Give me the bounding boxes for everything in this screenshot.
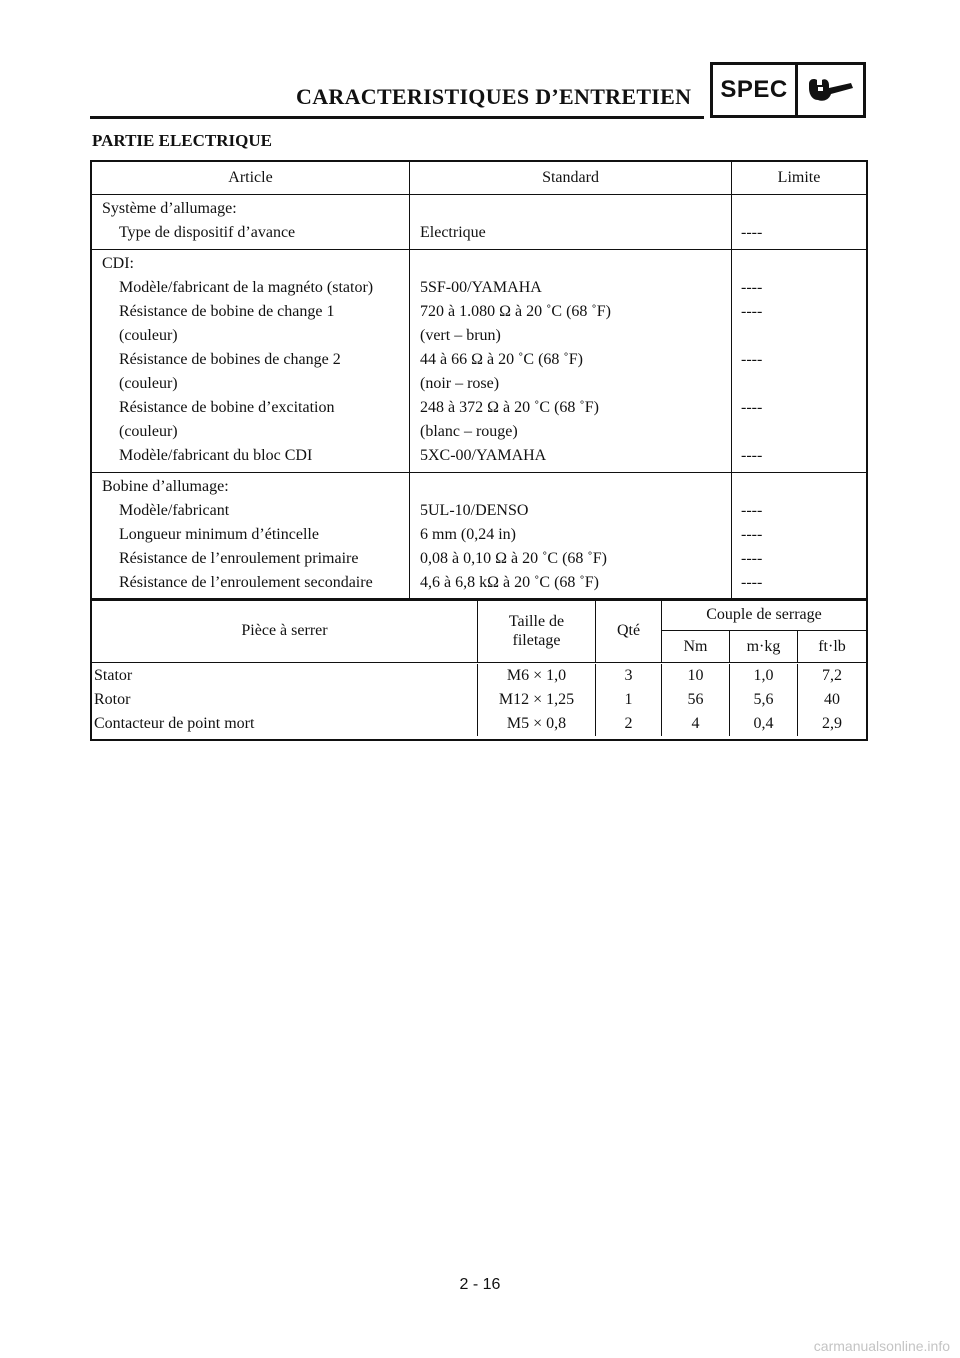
limit-line (732, 252, 866, 276)
limit-line (732, 475, 866, 499)
article-line: (couleur) (119, 327, 178, 344)
cell-qty: 2 (624, 715, 633, 732)
cell-ftlb: 2,9 (822, 715, 842, 732)
article-line: Modèle/fabricant du bloc CDI (119, 447, 313, 464)
cell-qty: 1 (624, 691, 633, 708)
table-header-row (92, 600, 866, 663)
limit-line: ---- (741, 303, 763, 320)
article-line: Résistance de l’enroulement secondaire (119, 574, 373, 591)
header-ftlb: ft·lb (818, 637, 846, 655)
limit-line: ---- (741, 224, 763, 241)
standard-line (410, 475, 731, 499)
column-ftlb (798, 664, 866, 736)
column-qty (596, 664, 662, 736)
spec-badge (710, 62, 866, 118)
cell-piece: Contacteur de point mort (94, 715, 255, 732)
column-size (478, 664, 596, 736)
standard-line: 720 à 1.080 Ω à 20 ˚C (68 ˚F) (420, 303, 611, 320)
limit-line (732, 197, 866, 221)
article-line: Modèle/fabricant (119, 502, 230, 519)
table-header-row (92, 162, 866, 195)
cell-mkg: 5,6 (753, 691, 774, 708)
watermark: carmanualsonline.info (813, 1338, 950, 1354)
limit-line: ---- (741, 351, 763, 368)
page-number: 2 - 16 (459, 1276, 501, 1293)
cell-size: M5 × 0,8 (506, 715, 567, 732)
wrench-icon (798, 65, 863, 115)
article-line: Modèle/fabricant de la magnéto (stator) (119, 279, 374, 296)
standard-line: 0,08 à 0,10 Ω à 20 ˚C (68 ˚F) (420, 550, 607, 567)
standard-line: 6 mm (0,24 in) (420, 526, 516, 543)
table-row-group (92, 473, 866, 599)
cell-ftlb: 7,2 (822, 667, 842, 684)
standard-line: Electrique (420, 224, 486, 241)
spec-label: SPEC (713, 65, 798, 115)
cell-size: M12 × 1,25 (498, 691, 575, 708)
limit-line: ---- (741, 399, 763, 416)
limit-cell (732, 473, 866, 599)
header-mkg: m·kg (730, 631, 798, 662)
header-article: Article (92, 162, 410, 194)
article-line: Résistance de l’enroulement primaire (119, 550, 359, 567)
standard-line: 44 à 66 Ω à 20 ˚C (68 ˚F) (420, 351, 583, 368)
article-line: Type de dispositif d’avance (119, 224, 296, 241)
article-line: Bobine d’allumage: (102, 478, 229, 495)
table-row-group (92, 195, 866, 250)
limit-cell (732, 250, 866, 472)
header-torque: Couple de serrage (662, 600, 866, 631)
standard-line (410, 197, 731, 221)
header-nm: Nm (662, 631, 730, 662)
cell-piece: Stator (94, 667, 133, 684)
standard-line: (blanc – rouge) (420, 423, 518, 440)
article-line: CDI: (102, 255, 134, 272)
cell-nm: 56 (687, 691, 704, 708)
header-thread-size (478, 600, 596, 662)
table-row-group (92, 250, 866, 473)
limit-line: ---- (741, 550, 763, 567)
header-piece: Pièce à serrer (92, 600, 478, 662)
limit-line: ---- (741, 447, 763, 464)
article-line: Système d’allumage: (102, 200, 237, 217)
standard-line: (vert – brun) (420, 327, 501, 344)
limit-line (732, 372, 866, 396)
header-rule (90, 116, 704, 119)
limit-line (732, 420, 866, 444)
cell-qty: 3 (624, 667, 633, 684)
article-line: Résistance de bobines de change 2 (119, 351, 341, 368)
article-line: (couleur) (119, 375, 178, 392)
cell-piece: Rotor (94, 691, 131, 708)
standard-line: 5SF-00/YAMAHA (420, 279, 542, 296)
cell-mkg: 1,0 (753, 667, 774, 684)
standard-line: 5XC-00/YAMAHA (420, 447, 547, 464)
standard-line (410, 252, 731, 276)
limit-line (732, 324, 866, 348)
header-qty: Qté (596, 600, 662, 662)
article-line: Résistance de bobine d’excitation (119, 399, 335, 416)
article-line: Résistance de bobine de change 1 (119, 303, 335, 320)
page-header-title: CARACTERISTIQUES D’ENTRETIEN (296, 84, 692, 109)
standard-cell (410, 250, 732, 472)
tightening-torque-table (90, 598, 868, 741)
column-mkg (730, 664, 798, 736)
limit-line: ---- (741, 502, 763, 519)
header-limit: Limite (777, 169, 821, 186)
cell-mkg: 0,4 (753, 715, 774, 732)
cell-nm: 10 (687, 667, 704, 684)
standard-line: 5UL-10/DENSO (420, 502, 529, 519)
torque-table-body (92, 663, 866, 739)
standard-cell (410, 195, 732, 249)
limit-cell (732, 195, 866, 249)
standard-cell (410, 473, 732, 599)
cell-size: M6 × 1,0 (506, 667, 567, 684)
column-nm (662, 664, 730, 736)
section-title: PARTIE ELECTRIQUE (92, 131, 272, 150)
article-cell (92, 250, 410, 472)
standard-line: 4,6 à 6,8 kΩ à 20 ˚C (68 ˚F) (420, 574, 599, 591)
limit-line: ---- (741, 574, 763, 591)
article-line: (couleur) (119, 423, 178, 440)
standard-line: (noir – rose) (420, 375, 500, 392)
header-torque-group (662, 600, 866, 662)
electrical-spec-table (90, 160, 868, 601)
article-cell (92, 195, 410, 249)
limit-line: ---- (741, 279, 763, 296)
article-line: Longueur minimum d’étincelle (119, 526, 319, 543)
header-size-line2: filetage (512, 632, 561, 649)
header-standard: Standard (410, 162, 732, 194)
limit-line: ---- (741, 526, 763, 543)
cell-nm: 4 (691, 715, 700, 732)
header-size-line1: Taille de (508, 613, 565, 630)
article-cell (92, 473, 410, 599)
cell-ftlb: 40 (824, 691, 840, 708)
column-piece (92, 664, 478, 736)
standard-line: 248 à 372 Ω à 20 ˚C (68 ˚F) (420, 399, 599, 416)
